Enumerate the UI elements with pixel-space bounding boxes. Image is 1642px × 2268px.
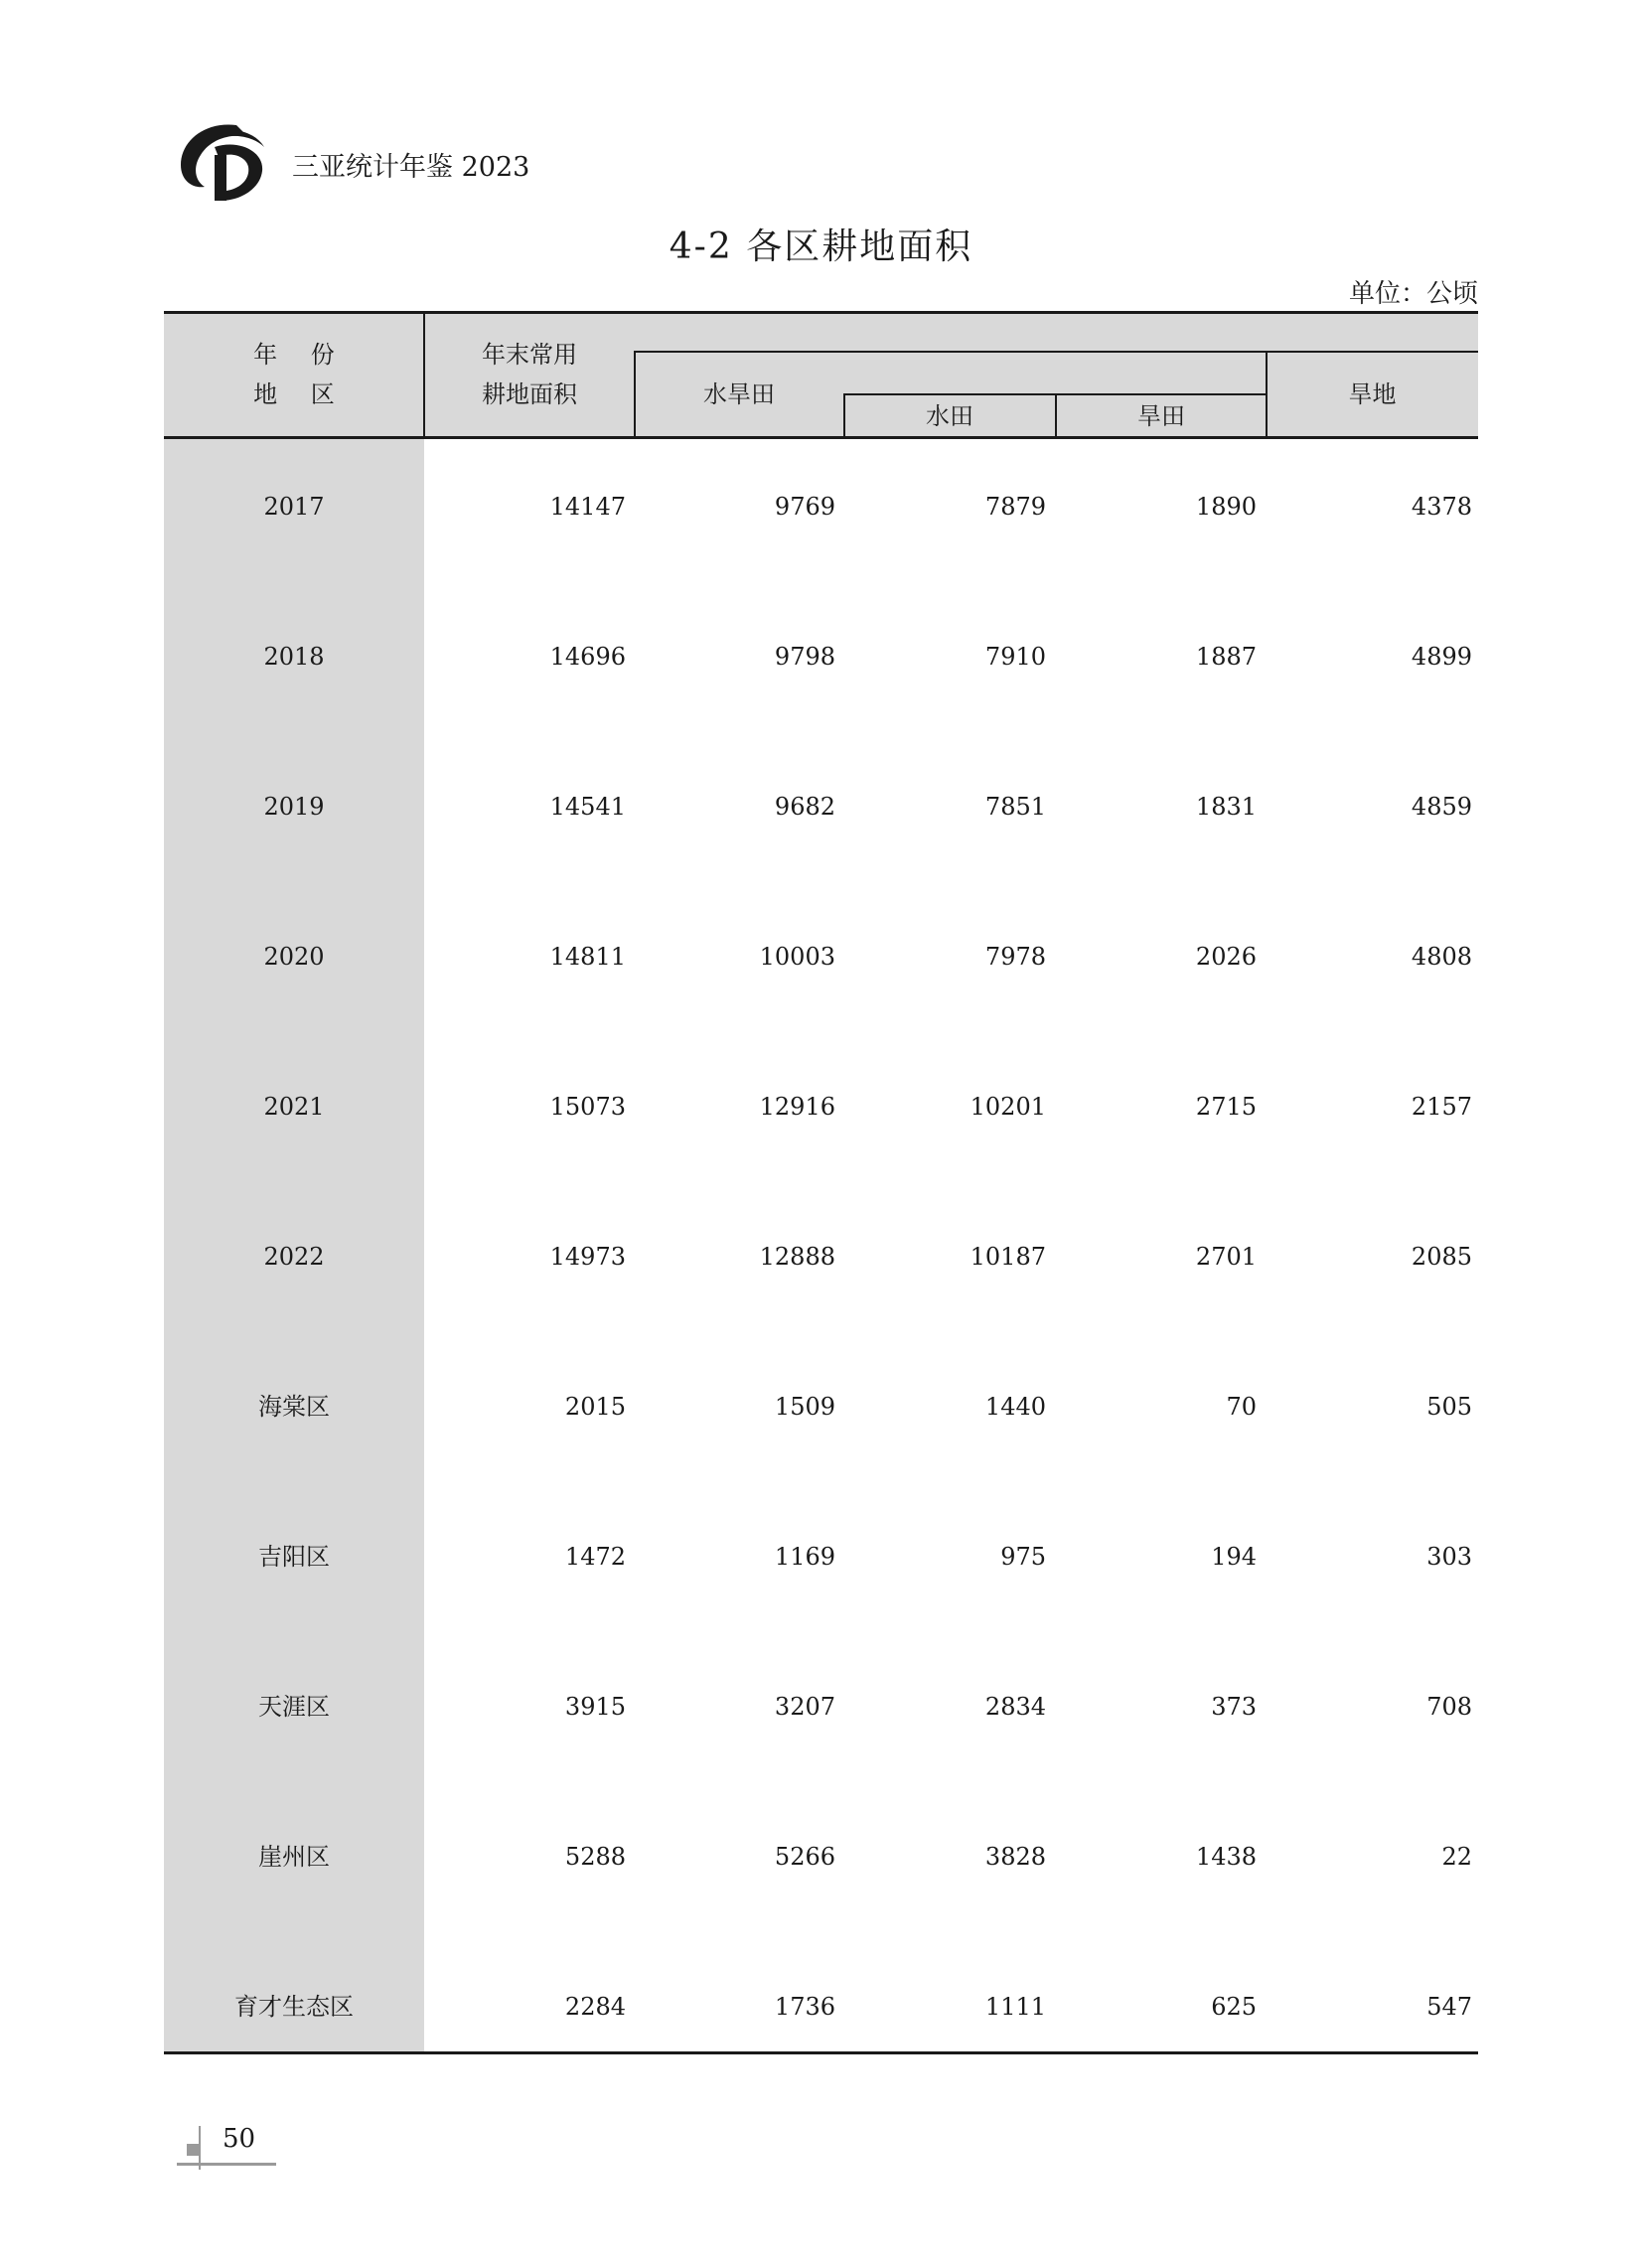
page-marker-icon <box>187 2144 199 2156</box>
table-cell: 7879 <box>984 493 1046 521</box>
table-cell: 625 <box>1211 1993 1257 2021</box>
table-cell: 1890 <box>1195 493 1257 521</box>
table-cell: 194 <box>1211 1543 1257 1571</box>
table-row <box>164 1343 1478 1493</box>
table-row <box>164 443 1478 593</box>
table-cell: 505 <box>1426 1393 1472 1421</box>
table-cell: 14696 <box>549 643 626 671</box>
table-cell: 10003 <box>759 943 835 971</box>
table-row <box>164 893 1478 1043</box>
header-bottom-rule <box>164 436 1478 439</box>
row-label: 2017 <box>263 493 325 521</box>
table-cell: 5266 <box>774 1843 835 1871</box>
table-cell: 975 <box>1000 1543 1046 1571</box>
header-irrigated-dry: 水旱田 <box>703 380 775 408</box>
table-cell: 373 <box>1211 1693 1257 1721</box>
row-label: 2018 <box>263 643 325 671</box>
table-row <box>164 1643 1478 1793</box>
header-year: 年 份 <box>253 341 335 369</box>
table-cell: 1111 <box>984 1993 1046 2021</box>
header-span-rule-1 <box>634 351 1478 353</box>
table-cell: 547 <box>1426 1993 1472 2021</box>
row-label: 吉阳区 <box>258 1543 330 1571</box>
table-row <box>164 743 1478 893</box>
table-cell: 1509 <box>774 1393 835 1421</box>
table-cell: 1472 <box>564 1543 626 1571</box>
table-cell: 2284 <box>564 1993 626 2021</box>
table-cell: 3828 <box>984 1843 1046 1871</box>
row-label: 2022 <box>263 1243 325 1271</box>
table-cell: 10201 <box>970 1093 1046 1121</box>
header-paddy: 水田 <box>926 402 973 430</box>
table-cell: 2834 <box>984 1693 1046 1721</box>
table-top-rule <box>164 311 1478 314</box>
table-cell: 7910 <box>984 643 1046 671</box>
table-row <box>164 1193 1478 1343</box>
table-cell: 5288 <box>564 1843 626 1871</box>
row-label: 2021 <box>263 1093 325 1121</box>
header-total-line2: 耕地面积 <box>482 380 577 408</box>
unit-label: 单位：公顷 <box>1348 279 1478 309</box>
row-label: 海棠区 <box>258 1393 330 1421</box>
table-cell: 1887 <box>1195 643 1257 671</box>
table-row <box>164 1043 1478 1193</box>
header-dry-land: 旱地 <box>1348 380 1397 408</box>
table-cell: 708 <box>1426 1693 1472 1721</box>
table-cell: 1438 <box>1195 1843 1257 1871</box>
table-cell: 70 <box>1226 1393 1257 1421</box>
row-label: 2019 <box>263 793 325 821</box>
header-dry-field: 旱田 <box>1137 402 1185 430</box>
table-cell: 2157 <box>1411 1093 1472 1121</box>
row-label: 天涯区 <box>258 1693 330 1721</box>
page-marker-horizontal-rule <box>177 2163 276 2166</box>
header-region: 地 区 <box>253 380 335 408</box>
table-row <box>164 593 1478 743</box>
table-cell: 12888 <box>759 1243 835 1271</box>
table-cell: 15073 <box>549 1093 626 1121</box>
table-cell: 2015 <box>564 1393 626 1421</box>
row-label: 2020 <box>263 943 325 971</box>
table-cell: 2715 <box>1195 1093 1257 1121</box>
book-title: 三亚统计年鉴 2023 <box>292 152 530 183</box>
table-cell: 14973 <box>549 1243 626 1271</box>
row-label: 崖州区 <box>258 1843 330 1871</box>
table-cell: 14147 <box>549 493 626 521</box>
table-cell: 1736 <box>774 1993 835 2021</box>
table-cell: 7851 <box>984 793 1046 821</box>
table-cell: 4859 <box>1411 793 1472 821</box>
table-cell: 9682 <box>774 793 835 821</box>
table-cell: 2701 <box>1195 1243 1257 1271</box>
table-cell: 10187 <box>970 1243 1046 1271</box>
table-title: 4-2 各区耕地面积 <box>669 227 973 267</box>
table-row <box>164 1793 1478 1943</box>
table-cell: 2026 <box>1195 943 1257 971</box>
table-cell: 14541 <box>549 793 626 821</box>
table-cell: 2085 <box>1411 1243 1472 1271</box>
table-cell: 1440 <box>984 1393 1046 1421</box>
table-cell: 14811 <box>549 943 626 971</box>
yearbook-logo-icon <box>175 117 270 209</box>
table-cell: 4808 <box>1411 943 1472 971</box>
table-cell: 12916 <box>759 1093 835 1121</box>
table-cell: 4378 <box>1411 493 1472 521</box>
header-total-line1: 年末常用 <box>482 341 577 369</box>
row-label: 育才生态区 <box>234 1993 354 2021</box>
table-cell: 9798 <box>774 643 835 671</box>
page-number: 50 <box>223 2124 256 2154</box>
table-cell: 1169 <box>774 1543 835 1571</box>
cultivated-land-table <box>164 311 1478 2055</box>
table-cell: 303 <box>1426 1543 1472 1571</box>
table-row <box>164 1943 1478 2093</box>
table-cell: 22 <box>1441 1843 1472 1871</box>
header-span-rule-2 <box>843 393 1268 395</box>
table-cell: 9769 <box>774 493 835 521</box>
table-cell: 7978 <box>984 943 1046 971</box>
table-cell: 3915 <box>564 1693 626 1721</box>
table-cell: 1831 <box>1195 793 1257 821</box>
table-cell: 3207 <box>774 1693 835 1721</box>
table-row <box>164 1493 1478 1643</box>
table-cell: 4899 <box>1411 643 1472 671</box>
